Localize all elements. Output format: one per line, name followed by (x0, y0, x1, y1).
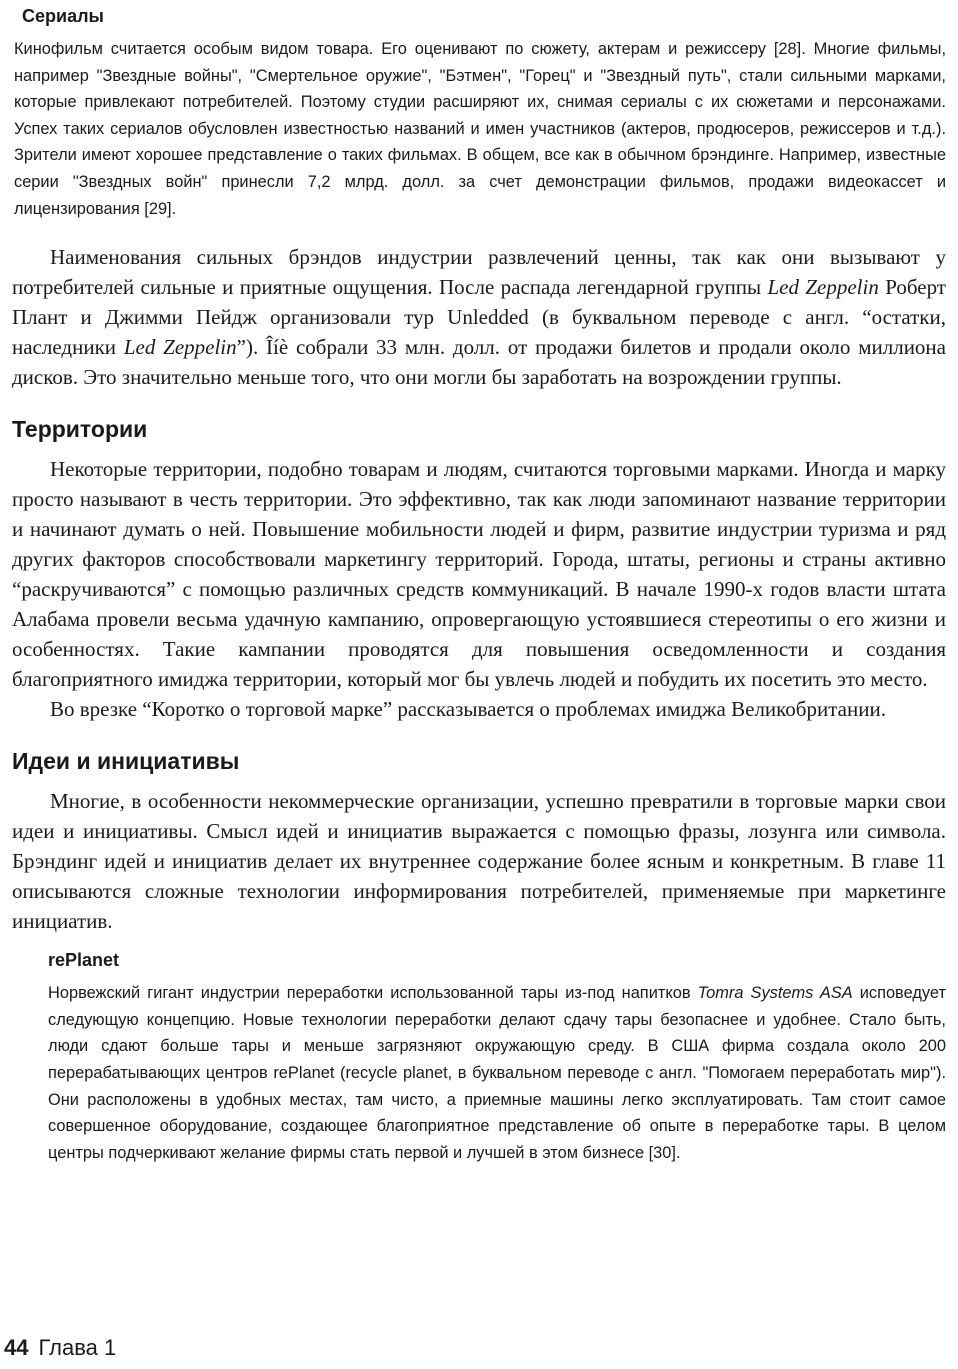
chapter-label: Глава 1 (38, 1335, 117, 1360)
paragraph-territories-inset: Во врезке “Коротко о торговой марке” рассказывается о проблемах имиджа Великобритании. (50, 697, 886, 722)
paragraph-territories: Некоторые территории, подобно товарам и людям, считаются торговыми марками. Иногда и марку просто называют в честь территории. Это эффективно, так как люди запоминают название территории и начинают думать о ней. Повышение мобильности людей и фирм, развитие индустрии туризма и ряд других факторов способствовали маркетингу территорий. Города, штаты, регионы и страны активно “раскручиваются” с помощью различных средств коммуникаций. В начале 1990-х годов власти штата Алабама провели весьма удачную кампанию, опровергающую устоявшиеся стереотипы о его жизни и особенностях. Такие кампании проводятся для повышения осведомленности и создания благоприятного имиджа территории, который мог бы увлечь людей и побудить их посетить это место. (12, 457, 946, 692)
section-heading-territories: Территории (12, 416, 148, 443)
box-title-replanet: rePlanet (48, 950, 120, 971)
section-heading-ideas: Идеи и инициативы (12, 748, 240, 775)
box-text-replanet: Норвежский гигант индустрии переработки использованной тары из-под напитков Tomra Systems ASA исповедует следующую концепцию. Новые технологии переработки делают сдачу тары безопаснее и удобнее. Стало быть, люди сдают больше тары и меньше загрязняют окружающую среду. В США фирма создала около 200 перерабатывающих центров rePlanet (recycle planet, в буквальном переводе с англ. "Помогаем переработать мир"). Они расположены в удобных местах, там чисто, а приемные машины легко эксплуатировать. Там стоит самое совершенное оборудование, создающее благоприятное представление об опыте в переработке тары. В целом центры подчеркивают желание фирмы стать первой и лучшей в этом бизнесе [30]. (48, 984, 946, 1162)
paragraph-ideas: Многие, в особенности некоммерческие организации, успешно превратили в торговые марки свои идеи и инициативы. Смысл идей и инициатив выражается с помощью фразы, лозунга или символа. Брэндинг идей и инициатив делает их внутреннее содержание более ясным и конкретным. В главе 11 описываются сложные технологии информирования потребителей, применяемые при маркетинге инициатив. (12, 789, 946, 934)
page-footer (4, 1334, 116, 1362)
sidebar-box-replanet (12, 948, 946, 1166)
sidebar-box-serials (12, 4, 946, 222)
paragraph-entertainment-brands: Наименования сильных брэндов индустрии развлечений ценны, так как они вызывают у потребителей сильные и приятные ощущения. После распада легендарной группы Led Zeppelin Роберт Плант и Джимми Пейдж организовали тур Unledded (в буквальном переводе с англ. “остатки, наследники Led Zeppelin”). Îíè собрали 33 млн. долл. от продажи билетов и продали около миллиона дисков. Это значительно меньше того, что они могли бы заработать на возрождении группы. (12, 245, 946, 390)
box-title-serials: Сериалы (22, 6, 104, 26)
page-content (12, 4, 946, 1166)
page-number: 44 (4, 1335, 29, 1360)
box-text-serials: Кинофильм считается особым видом товара. Его оценивают по сюжету, актерам и режиссеру [28]. Многие фильмы, например "Звездные войны", "Смертельное оружие", "Бэтмен", "Горец" и "Звездный путь", стали сильными марками, которые привлекают потребителей. Поэтому студии расширяют их, снимая сериалы с их сюжетами и персонажами. Успех таких сериалов обусловлен известностью названий и имен участников (актеров, продюсеров, режиссеров и т.д.). Зрители имеют хорошее представление о таких фильмах. В общем, все как в обычном брэндинге. Например, известные серии "Звездных войн" принесли 7,2 млрд. долл. за счет демонстрации фильмов, продажи видеокассет и лицензирования [29]. (14, 40, 946, 218)
